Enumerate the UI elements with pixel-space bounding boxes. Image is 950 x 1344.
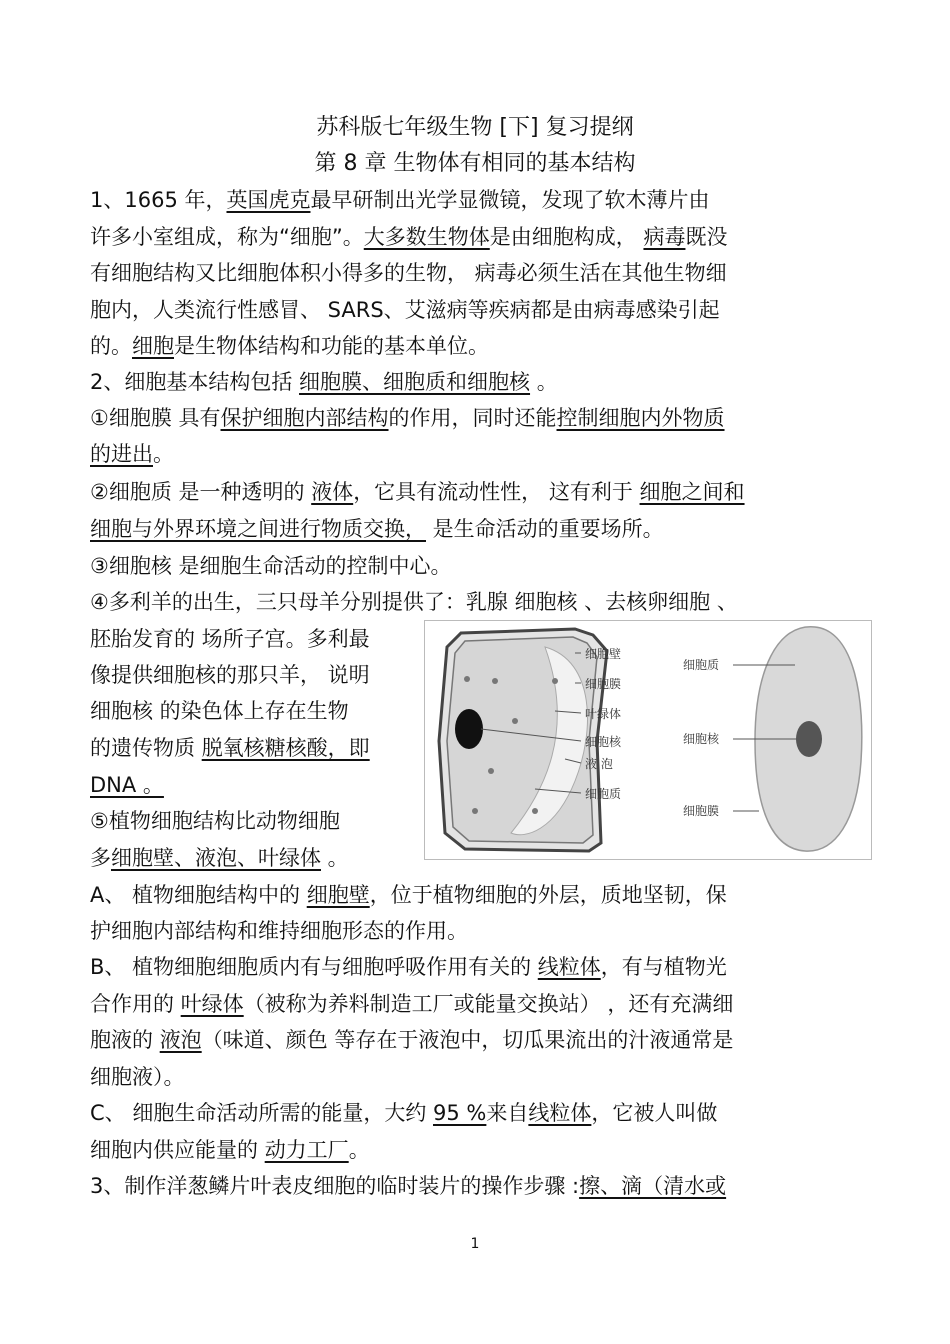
text-line: DNA 。 — [90, 773, 164, 797]
text-line: 合作用的 叶绿体（被称为养料制造工厂或能量交换站） ，还有充满细 — [90, 992, 734, 1016]
chloroplast — [492, 678, 498, 684]
chloroplast — [512, 718, 518, 724]
text-line: 3、制作洋葱鳞片叶表皮细胞的临时装片的操作步骤 :擦、滴（清水或 — [90, 1174, 727, 1198]
text-line: 胞内，人类流行性感冒、 SARS、艾滋病等疾病都是由病毒感染引起 — [90, 298, 720, 322]
text-line: 胚胎发育的 场所子宫。多利最 — [90, 627, 370, 651]
text-line: 护细胞内部结构和维持细胞形态的作用。 — [90, 919, 468, 943]
text-line: ③细胞核 是细胞生命活动的控制中心。 — [90, 554, 452, 578]
text-line: 1、1665 年，英国虎克最早研制出光学显微镜，发现了软木薄片由 — [90, 188, 710, 212]
plant-label: 细胞膜 — [585, 677, 622, 691]
plant-label: 叶绿体 — [585, 707, 622, 721]
text-line: ①细胞膜 具有保护细胞内部结构的作用，同时还能控制细胞内外物质 — [90, 406, 725, 430]
text-line: ④多利羊的出生，三只母羊分别提供了：乳腺 细胞核 、去核卵细胞 、 — [90, 590, 738, 614]
text-line: 的遗传物质 脱氧核糖核酸，即 — [90, 736, 370, 760]
plant-label: 细胞壁 — [585, 647, 622, 661]
text-line: 细胞核 的染色体上存在生物 — [90, 699, 349, 723]
chloroplast — [532, 808, 538, 814]
text-line: 2、细胞基本结构包括 细胞膜、细胞质和细胞核 。 — [90, 370, 558, 394]
chapter-title: 第 8 章 生物体有相同的基本结构 — [314, 151, 636, 176]
text-line: 细胞与外界环境之间进行物质交换， 是生命活动的重要场所。 — [90, 517, 664, 541]
animal-nucleus — [796, 721, 822, 757]
animal-label: 细胞核 — [683, 732, 720, 746]
text-line: ②细胞质 是一种透明的 液体，它具有流动性性， 这有利于 细胞之间和 — [90, 480, 745, 504]
text-line: 像提供细胞核的那只羊， 说明 — [90, 663, 370, 687]
animal-label: 细胞膜 — [683, 804, 720, 818]
text-line: A、 植物细胞结构中的 细胞壁，位于植物细胞的外层，质地坚韧，保 — [90, 883, 727, 907]
text-line: 许多小室组成，称为“细胞”。大多数生物体是由细胞构成， 病毒既没 — [90, 225, 728, 249]
text-line: 多细胞壁、液泡、叶绿体 。 — [90, 846, 349, 870]
chloroplast — [552, 678, 558, 684]
text-line: 有细胞结构又比细胞体积小得多的生物， 病毒必须生活在其他生物细 — [90, 261, 727, 285]
page-number: 1 — [470, 1236, 480, 1252]
text-line: 细胞内供应能量的 动力工厂。 — [90, 1138, 370, 1162]
chloroplast — [488, 768, 494, 774]
text-line: 细胞液）。 — [90, 1065, 185, 1089]
plant-label: 细胞核 — [585, 735, 622, 749]
chloroplast — [464, 676, 470, 682]
text-line: 的。细胞是生物体结构和功能的基本单位。 — [90, 334, 489, 358]
animal-label: 细胞质 — [683, 658, 720, 672]
plant-label: 细胞质 — [585, 787, 622, 801]
document-title: 苏科版七年级生物 [下] 复习提纲 — [316, 115, 634, 140]
plant-nucleus — [455, 709, 483, 749]
chloroplast — [472, 808, 478, 814]
cell-diagram-figure — [424, 620, 872, 860]
text-line: ⑤植物细胞结构比动物细胞 — [90, 809, 340, 833]
plant-label: 液 泡 — [585, 757, 613, 771]
text-line: C、 细胞生命活动所需的能量，大约 95 %来自线粒体，它被人叫做 — [90, 1101, 718, 1125]
text-line: 的进出。 — [90, 442, 174, 466]
text-line: 胞液的 液泡（味道、颜色 等存在于液泡中，切瓜果流出的汁液通常是 — [90, 1028, 734, 1052]
cell-diagram — [425, 621, 871, 859]
text-line: B、 植物细胞细胞质内有与细胞呼吸作用有关的 线粒体，有与植物光 — [90, 955, 727, 979]
